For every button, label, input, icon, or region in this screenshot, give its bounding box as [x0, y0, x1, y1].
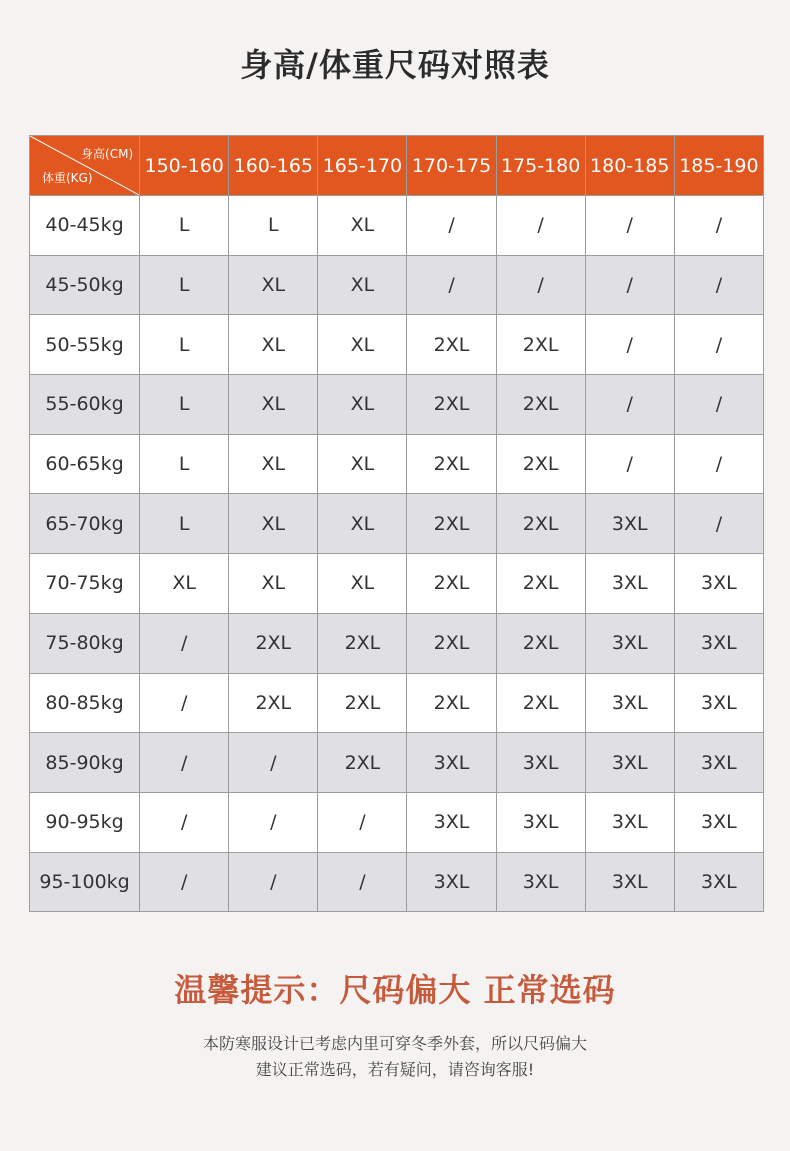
table-row [30, 315, 764, 375]
table-row [30, 554, 764, 614]
description-line-2: 建议正常选码，若有疑问，请咨询客服! [255, 1060, 535, 1079]
size-cell: XL [229, 375, 318, 435]
size-cell: L [140, 255, 229, 315]
size-cell: / [585, 315, 674, 375]
size-cell: / [140, 733, 229, 793]
size-cell: XL [229, 315, 318, 375]
height-axis-label: 身高(CM) [81, 147, 134, 161]
table-row [30, 673, 764, 733]
size-cell: / [318, 852, 407, 912]
size-cell: 2XL [407, 613, 496, 673]
size-cell: 3XL [674, 673, 763, 733]
height-header-cell: 160-165 [229, 136, 318, 196]
size-cell: / [674, 196, 763, 256]
height-header-cell: 175-180 [496, 136, 585, 196]
size-cell: 2XL [496, 494, 585, 554]
size-cell: 3XL [674, 613, 763, 673]
size-cell: L [140, 375, 229, 435]
table-row [30, 196, 764, 256]
size-cell: 2XL [407, 554, 496, 614]
table-row [30, 613, 764, 673]
size-cell: 2XL [407, 375, 496, 435]
table-row [30, 494, 764, 554]
size-cell: / [407, 196, 496, 256]
size-cell: 2XL [496, 315, 585, 375]
size-cell: / [674, 434, 763, 494]
size-cell: / [674, 375, 763, 435]
size-cell: 3XL [585, 792, 674, 852]
table-row [30, 792, 764, 852]
size-cell: / [229, 792, 318, 852]
size-cell: / [140, 613, 229, 673]
notice-heading: 温馨提示：尺码偏大 正常选码 [174, 971, 616, 1009]
table-row [30, 375, 764, 435]
weight-cell: 95-100kg [30, 852, 140, 912]
size-cell: XL [229, 255, 318, 315]
size-cell: 2XL [496, 375, 585, 435]
size-cell: L [140, 434, 229, 494]
size-cell: 3XL [585, 733, 674, 793]
header-row [30, 136, 764, 196]
weight-cell: 50-55kg [30, 315, 140, 375]
size-cell: XL [318, 494, 407, 554]
size-cell: 3XL [585, 554, 674, 614]
description-line-1: 本防寒服设计已考虑内里可穿冬季外套，所以尺码偏大 [202, 1034, 587, 1053]
table-row [30, 733, 764, 793]
size-cell: XL [318, 554, 407, 614]
size-cell: L [140, 196, 229, 256]
size-cell: / [585, 255, 674, 315]
size-cell: 2XL [229, 613, 318, 673]
weight-cell: 80-85kg [30, 673, 140, 733]
size-cell: / [585, 434, 674, 494]
size-cell: 3XL [585, 673, 674, 733]
size-cell: 2XL [496, 554, 585, 614]
size-cell: / [674, 255, 763, 315]
size-chart-table [29, 135, 764, 912]
size-cell: / [140, 792, 229, 852]
size-cell: 2XL [407, 315, 496, 375]
height-header-cell: 165-170 [318, 136, 407, 196]
size-cell: 3XL [407, 733, 496, 793]
size-cell: 2XL [496, 434, 585, 494]
size-cell: 3XL [496, 852, 585, 912]
size-cell: 3XL [585, 494, 674, 554]
height-header-cell: 180-185 [585, 136, 674, 196]
size-cell: 2XL [407, 673, 496, 733]
weight-cell: 60-65kg [30, 434, 140, 494]
size-cell: XL [229, 434, 318, 494]
size-cell: XL [318, 434, 407, 494]
size-cell: 3XL [496, 733, 585, 793]
size-cell: / [229, 852, 318, 912]
size-cell: XL [318, 375, 407, 435]
weight-cell: 70-75kg [30, 554, 140, 614]
size-cell: / [674, 315, 763, 375]
weight-cell: 90-95kg [30, 792, 140, 852]
size-cell: 3XL [585, 613, 674, 673]
size-cell: 3XL [674, 733, 763, 793]
size-cell: 2XL [318, 733, 407, 793]
height-header-cell: 170-175 [407, 136, 496, 196]
table-row [30, 852, 764, 912]
weight-cell: 75-80kg [30, 613, 140, 673]
size-cell: / [585, 196, 674, 256]
weight-cell: 45-50kg [30, 255, 140, 315]
size-cell: 3XL [496, 792, 585, 852]
weight-cell: 55-60kg [30, 375, 140, 435]
height-header-cell: 150-160 [140, 136, 229, 196]
size-cell: XL [140, 554, 229, 614]
size-cell: / [407, 255, 496, 315]
size-cell: 3XL [674, 792, 763, 852]
size-cell: / [140, 673, 229, 733]
corner-header-cell [30, 136, 140, 196]
size-cell: / [674, 494, 763, 554]
height-header-cell: 185-190 [674, 136, 763, 196]
size-table-body [30, 196, 764, 912]
size-cell: XL [229, 554, 318, 614]
size-cell: 3XL [585, 852, 674, 912]
size-cell: 2XL [318, 673, 407, 733]
size-cell: 2XL [229, 673, 318, 733]
weight-cell: 85-90kg [30, 733, 140, 793]
size-cell: / [318, 792, 407, 852]
size-cell: / [496, 196, 585, 256]
size-cell: / [229, 733, 318, 793]
size-cell: 2XL [318, 613, 407, 673]
table-row [30, 255, 764, 315]
page-title: 身高/体重尺码对照表 [240, 46, 550, 84]
size-cell: 2XL [496, 673, 585, 733]
weight-axis-label: 体重(KG) [42, 171, 93, 185]
size-cell: 2XL [496, 613, 585, 673]
size-cell: 2XL [407, 434, 496, 494]
size-cell: / [496, 255, 585, 315]
table-row [30, 434, 764, 494]
size-cell: 2XL [407, 494, 496, 554]
size-cell: L [229, 196, 318, 256]
size-cell: / [585, 375, 674, 435]
size-cell: XL [318, 315, 407, 375]
size-cell: L [140, 494, 229, 554]
size-cell: XL [318, 255, 407, 315]
size-cell: 3XL [674, 852, 763, 912]
size-cell: 3XL [407, 792, 496, 852]
size-cell: 3XL [407, 852, 496, 912]
size-cell: / [140, 852, 229, 912]
size-cell: XL [229, 494, 318, 554]
weight-cell: 65-70kg [30, 494, 140, 554]
size-cell: 3XL [674, 554, 763, 614]
size-cell: L [140, 315, 229, 375]
weight-cell: 40-45kg [30, 196, 140, 256]
size-cell: XL [318, 196, 407, 256]
